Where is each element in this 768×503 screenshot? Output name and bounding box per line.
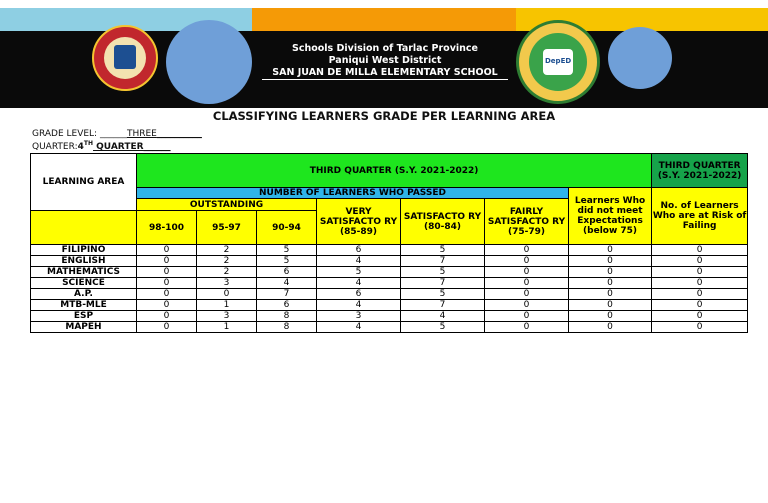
header-stripe-orange [252,8,516,31]
cell: 5 [401,245,485,256]
cell: 0 [652,267,748,278]
cell: 4 [257,278,317,289]
cell: 8 [257,322,317,333]
table-row [31,256,748,267]
learning-area: ESP [31,311,137,322]
quarter-suffix: TH [83,140,94,147]
cell: 0 [485,311,569,322]
cell: 0 [652,311,748,322]
cell: 1 [197,322,257,333]
cell: 0 [485,289,569,300]
quarter-value: QUARTER [93,142,144,152]
learning-area: ENGLISH [31,256,137,267]
cell: 0 [137,322,197,333]
period-header: THIRD QUARTER (S.Y. 2021-2022) [137,154,652,188]
cell: 4 [317,300,401,311]
grade-level-label: GRADE LEVEL: ______ [32,129,127,139]
cell: 0 [569,256,652,267]
school-name: SAN JUAN DE MILLA ELEMENTARY SCHOOL [262,67,508,80]
cell: 0 [137,267,197,278]
cell: 4 [401,311,485,322]
cell: 0 [569,267,652,278]
cell: 5 [401,289,485,300]
quarter-label: QUARTER: [32,142,78,152]
cell: 4 [317,322,401,333]
passed-header: NUMBER OF LEARNERS WHO PASSED [137,188,569,199]
cell: 3 [317,311,401,322]
table-row [31,267,748,278]
cell: 2 [197,256,257,267]
cell: 0 [652,322,748,333]
cell: 5 [257,256,317,267]
placeholder-circle-left [166,20,252,104]
learning-area: MATHEMATICS [31,267,137,278]
cell: 0 [137,278,197,289]
quarter-tail: ______ [143,142,171,152]
cell: 0 [485,245,569,256]
school-header [262,43,508,80]
cell: 4 [317,278,401,289]
cell: 6 [257,300,317,311]
table-row [31,322,748,333]
learning-area: SCIENCE [31,278,137,289]
division-name: Schools Division of Tarlac Province [292,43,478,54]
cell: 0 [137,300,197,311]
deped-logo-text: DepED [545,57,572,65]
table-body [31,245,748,333]
col-did-not-meet: Learners Who did not meet Expectations (below 75) [569,188,652,245]
table-row [31,289,748,300]
col-satisfactory: SATISFACTO RY (80-84) [401,199,485,245]
cell: 0 [652,245,748,256]
cell: 6 [317,245,401,256]
grade-level-value: THREE [126,129,157,139]
cell: 0 [569,278,652,289]
cell: 0 [485,267,569,278]
learning-area: MAPEH [31,322,137,333]
cell: 5 [401,267,485,278]
cell: 0 [137,245,197,256]
table-row [31,278,748,289]
cell: 7 [257,289,317,300]
learning-area: FILIPINO [31,245,137,256]
cell: 7 [401,300,485,311]
col-risk-of-failing: No. of Learners Who are at Risk of Failing [652,188,748,245]
cell: 5 [401,322,485,333]
cell: 0 [485,322,569,333]
cell: 0 [569,245,652,256]
district-name: Paniqui West District [328,55,442,66]
cell: 0 [569,322,652,333]
cell: 0 [569,311,652,322]
cell: 0 [485,300,569,311]
cell: 2 [197,245,257,256]
col-fairly-satisfactory: FAIRLY SATISFACTO RY (75-79) [485,199,569,245]
cell: 0 [485,278,569,289]
cell: 8 [257,311,317,322]
cell: 0 [137,256,197,267]
learning-area: A.P. [31,289,137,300]
col-90-94: 90-94 [257,211,317,245]
cell: 0 [569,289,652,300]
cell: 0 [137,311,197,322]
col-98-100: 98-100 [137,211,197,245]
placeholder-circle-right [608,27,672,89]
period-header-right: THIRD QUARTER (S.Y. 2021-2022) [652,154,748,188]
table-row [31,300,748,311]
cell: 0 [652,289,748,300]
outstanding-header: OUTSTANDING [137,199,317,211]
table-row [31,311,748,322]
page-title: CLASSIFYING LEARNERS GRADE PER LEARNING AREA [212,109,556,123]
cell: 7 [401,278,485,289]
cell: 5 [257,245,317,256]
cell: 3 [197,278,257,289]
cell: 6 [317,289,401,300]
learners-grade-table [30,153,748,333]
cell: 0 [197,289,257,300]
cell: 0 [569,300,652,311]
learning-area: MTB-MLE [31,300,137,311]
cell: 2 [197,267,257,278]
school-seal-logo [516,20,600,104]
cell: 0 [652,278,748,289]
table-row [31,245,748,256]
cell: 7 [401,256,485,267]
cell: 0 [652,300,748,311]
grade-level-line [32,129,202,139]
cell: 3 [197,311,257,322]
cell: 0 [137,289,197,300]
row-spacer [31,211,137,245]
cell: 4 [317,256,401,267]
learning-area-header: LEARNING AREA [31,154,137,211]
cell: 0 [485,256,569,267]
division-seal-logo [92,25,158,91]
cell: 0 [652,256,748,267]
quarter-number: 4 [77,142,84,152]
grade-level-tail: __________ [156,129,202,139]
cell: 6 [257,267,317,278]
cell: 1 [197,300,257,311]
cell: 5 [317,267,401,278]
col-95-97: 95-97 [197,211,257,245]
col-very-satisfactory: VERY SATISFACTO RY (85-89) [317,199,401,245]
quarter-line [32,140,171,152]
